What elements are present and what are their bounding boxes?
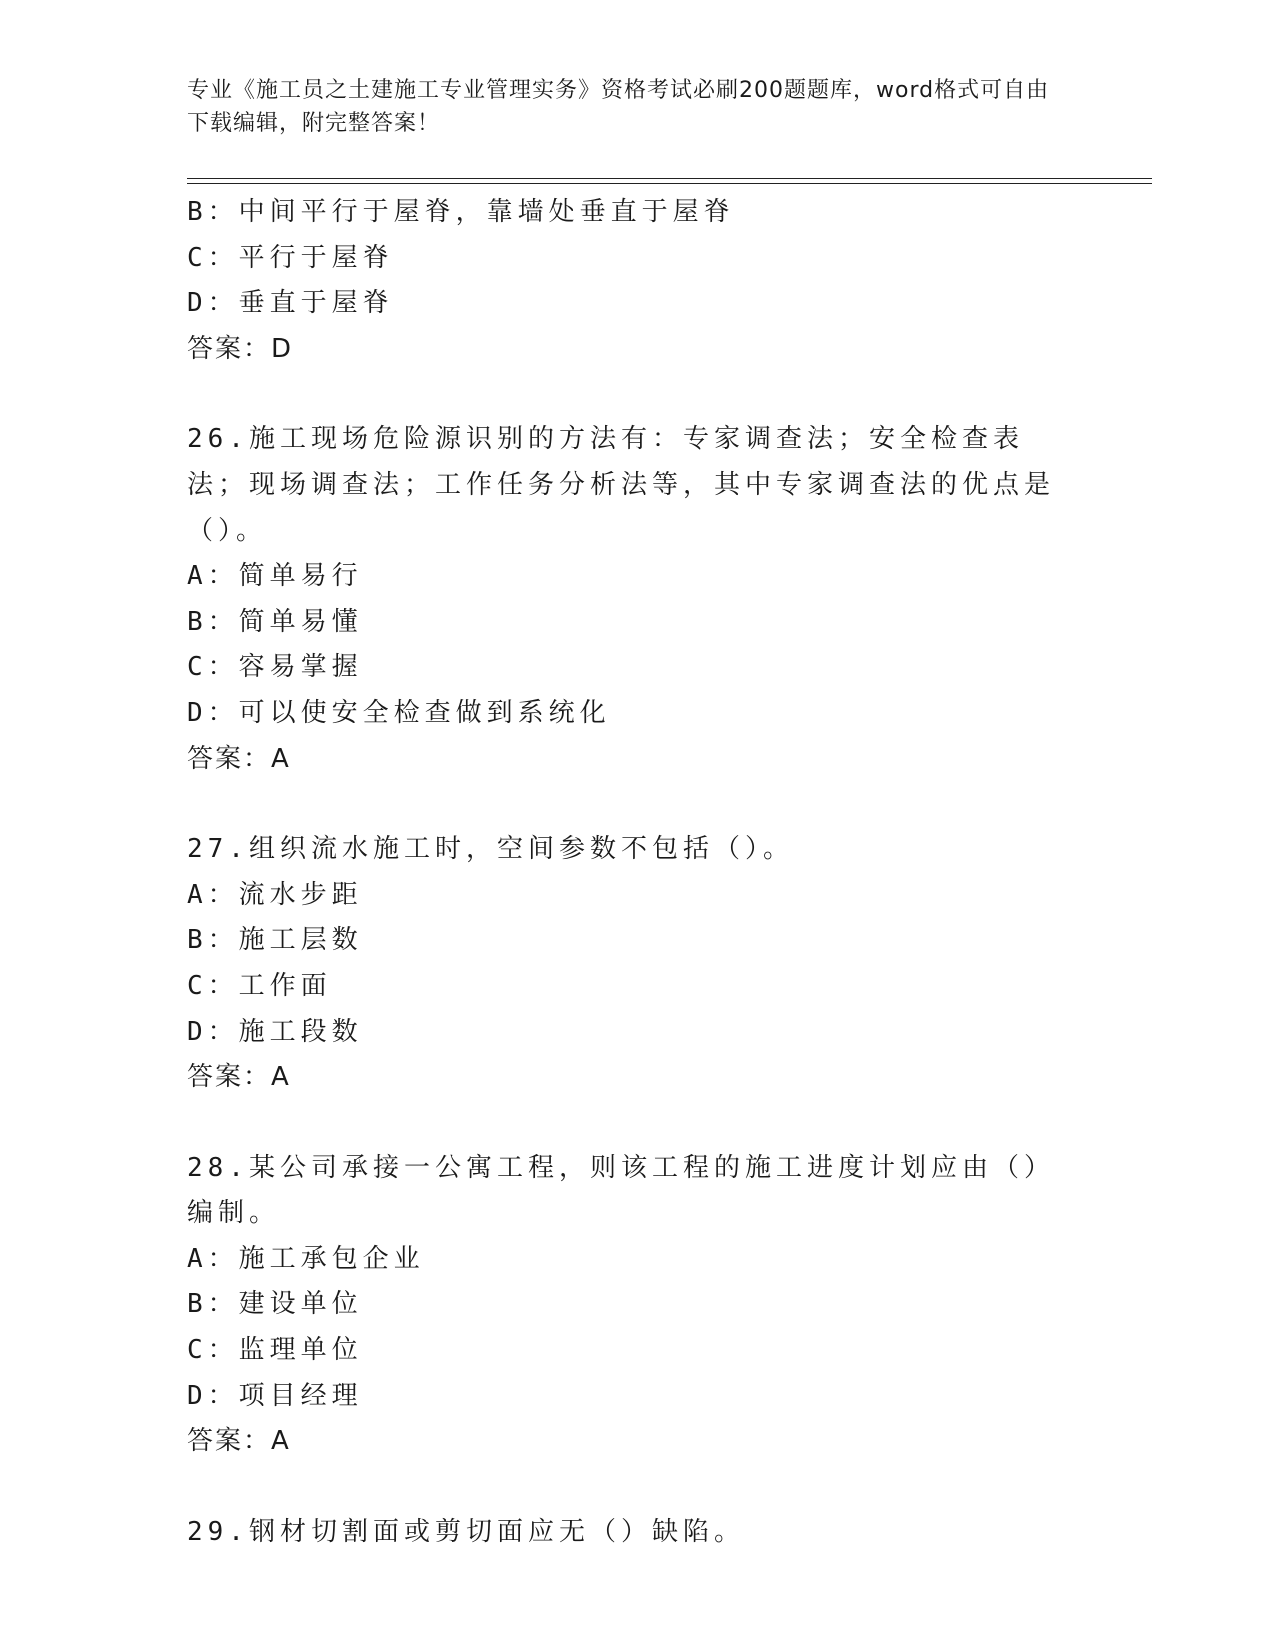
spacer [187, 372, 1087, 417]
question-text: 26.施工现场危险源识别的方法有：专家调查法；安全检查表法；现场调查法；工作任务分析法等，其中专家调查法的优点是（）。 [187, 424, 1056, 546]
option-b: B：施工层数 [187, 925, 363, 956]
option-d: D：施工段数 [187, 1016, 363, 1047]
option-a: A：简单易行 [187, 561, 363, 592]
question-list [187, 190, 1087, 1555]
question-28 [187, 1146, 1087, 1465]
spacer [187, 782, 1087, 827]
option-d: D：项目经理 [187, 1380, 363, 1411]
option-d: D：可以使安全检查做到系统化 [187, 697, 611, 728]
question-text: 29.钢材切割面或剪切面应无（）缺陷。 [187, 1516, 745, 1547]
question-25-tail [187, 190, 1087, 372]
answer-line: 答案：A [187, 1062, 291, 1093]
page-header-title: 专业《施工员之土建施工专业管理实务》资格考试必刷200题题库，word格式可自由下载编辑，附完整答案！ [187, 78, 1050, 136]
question-text: 27.组织流水施工时，空间参数不包括（）。 [187, 834, 794, 865]
option-c: C：容易掌握 [187, 652, 363, 683]
header-divider-bottom [187, 183, 1152, 184]
spacer [187, 1465, 1087, 1510]
question-29 [187, 1510, 1087, 1556]
spacer [187, 1101, 1087, 1146]
option-b: B：建设单位 [187, 1289, 363, 1320]
option-a: A：施工承包企业 [187, 1243, 425, 1274]
question-text: 28.某公司承接一公寓工程，则该工程的施工进度计划应由（）编制。 [187, 1152, 1055, 1229]
option-d: D：垂直于屋脊 [187, 288, 394, 319]
question-27 [187, 827, 1087, 1101]
question-26 [187, 417, 1087, 782]
answer-line: 答案：A [187, 1426, 291, 1457]
option-b: B：简单易懂 [187, 606, 363, 637]
header-divider-top [187, 178, 1152, 179]
option-c: C：监理单位 [187, 1335, 363, 1366]
option-b: B：中间平行于屋脊，靠墙处垂直于屋脊 [187, 197, 735, 227]
option-c: C：平行于屋脊 [187, 242, 394, 273]
answer-line: 答案：A [187, 743, 291, 774]
option-a: A：流水步距 [187, 879, 363, 910]
answer-line: 答案：D [187, 333, 294, 364]
option-c: C：工作面 [187, 970, 332, 1001]
